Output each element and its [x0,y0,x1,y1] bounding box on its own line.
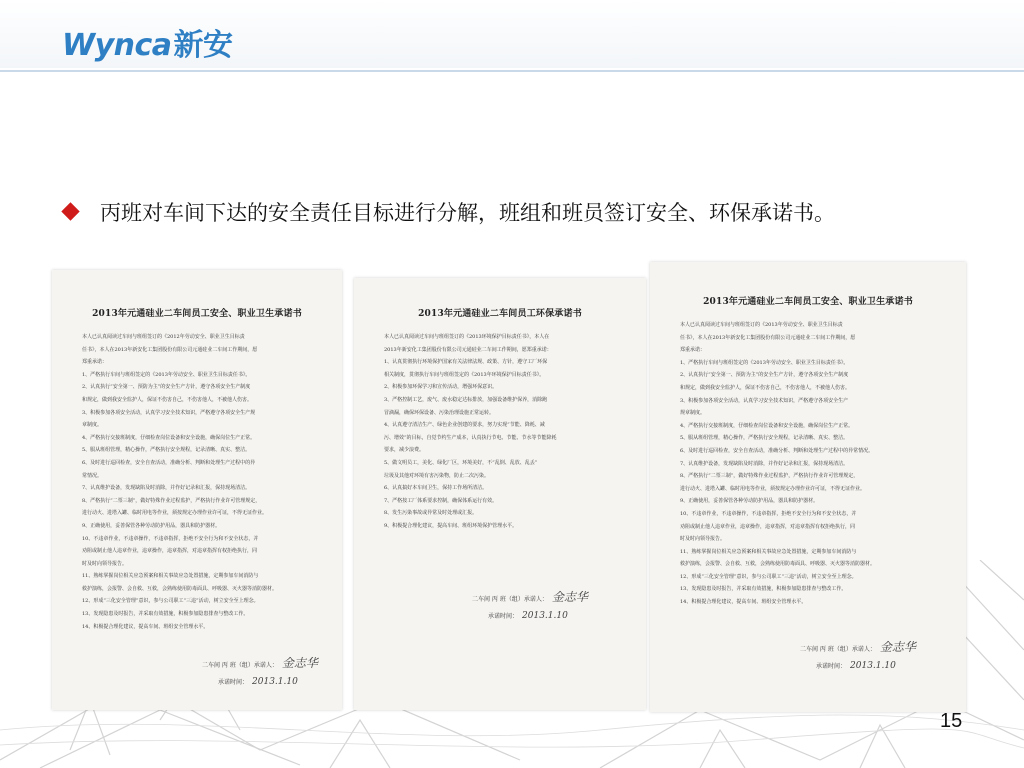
document-line: 1、严格执行车间与班组签定的《2013年劳动安全、职业卫生目标责任书》。 [82,371,251,378]
document-body [680,319,940,609]
document-line: 进行动火、进塔入罐、临时用电等作业，须按规定办理作业许可证，不得无证作业。 [680,485,866,492]
document-line: 2、积极参加环保学习和宣传活动，增强环保意识。 [384,384,498,391]
document-line: 污、增效”的目标，自觉节约生产成本，认真执行节电、节能、节水等节能降耗 [384,434,557,441]
document-line: 3、严格控制工艺，废气、废水稳定达标排放，加强设备维护保养，消除跑 [384,396,548,403]
page-number: 15 [940,710,963,732]
document-line: 劝阻或制止他人违章作业，违章操作，违章指挥，对违章指挥有权拒绝执行，同 [680,523,856,530]
document-title: 2013年元通硅业二车间员工安全、职业卫生承诺书 [703,297,913,307]
document-signature-block [800,638,916,671]
document-line: 2、认真执行“安全第一、预防为主”的安全生产方针，遵守各项安全生产制度 [680,372,849,379]
document-line: 5、服从班组管理，精心操作，严格执行安全规程，记录清晰、真实、整洁。 [82,447,251,454]
document-line: 时及时向领导报告。 [82,560,128,567]
document-title: 2013年元通硅业二车间员工安全、职业卫生承诺书 [92,309,302,319]
document-line: 8、严格执行“二票三制”，做好特殊作业过程监护，严格执行作业许可管理规定， [680,473,859,480]
handwritten-signature: 金志华 [281,656,318,670]
document-line: 7、严格按工厂体系要求控制，确保体系运行有效。 [384,497,498,504]
signer-label: 二车间 丙 班（组）承诺人： [202,662,278,669]
document-body [82,331,316,633]
document-line: 9、积极提合理化建议，提高车间、班组环境保护管理水平。 [384,522,518,529]
document-line: 和规定，做到我安全监护人，保证不伤害自己，不伤害他人，不被他人伤害。 [680,384,851,391]
document-line: 冒滴漏，确保环保设备、污染治理设施正常运转。 [384,409,495,416]
document-line: 1、认真贯彻执行环境保护国家有关法律法规、政策、方针，遵守工厂环保 [384,359,548,366]
signer-label: 二车间 丙 班（组）承诺人： [800,646,876,653]
document-line: 常情况。 [82,472,103,479]
document-line: 8、发生污染事故或异常及时处理或汇报。 [384,510,478,517]
handwritten-date: 2013.1.10 [850,661,896,671]
commitment-document-1 [52,270,342,710]
document-line: 7、认真维护设备，发现缺陷及时消除，并作好记录和汇报，保持现场清洁。 [680,460,849,467]
signer-label: 二车间 丙 班（组）承诺人： [472,596,548,603]
document-line: 4、严格执行交接班制度，仔细检查岗位设备和安全设施，确保岗位生产正常。 [82,434,256,441]
document-line: 1、严格执行车间与班组签定的《2013年劳动安全、职业卫生目标责任书》。 [680,359,849,366]
document-line: 2013年新安化工集团股份有限公司元通硅业二车间工作期间，愿郑重承诺： [384,346,552,353]
document-signature-block [202,654,318,687]
document-title: 2013年元通硅业二车间员工环保承诺书 [418,309,582,319]
document-line: 本人已认真阅读过车间与班组签订的《2012年劳动安全、职业卫生目标责 [82,334,245,340]
document-line: 垃圾及其他对环境有害污染物，防止二次污染。 [384,472,490,479]
document-line: 12、形成“三化安全管理”意识，参与公司职工“三违”活动，树立安全至上理念。 [82,598,259,605]
document-line: 时及时向领导报告。 [680,536,726,543]
document-body [384,331,620,533]
document-line: 14、积极提合理化建议，提高车间、班组安全管理水平。 [82,623,209,630]
document-line: 2、认真执行“安全第一、预防为主”的安全生产方针，遵守各项安全生产制度 [82,384,251,391]
date-label: 承诺时间： [816,663,847,670]
logo-latin-text: Wynca [62,28,172,63]
document-line: 13、发现隐患及时报告，并采取有效措施，积极参加隐患排查与整改工作。 [82,611,249,618]
commitment-document-3 [650,262,966,712]
document-line: 3、积极参加各项安全活动，认真学习安全技术知识，严格遵守各项安全生产规 [82,409,256,416]
document-line: 进行动火、进塔入罐、临时用电等作业，须按规定办理作业许可证，不得无证作业。 [82,510,268,517]
commitment-document-2 [354,278,646,710]
company-logo [62,20,233,64]
logo-cn-text: 新安 [173,28,233,63]
handwritten-signature: 金志华 [551,590,588,604]
date-label: 承诺时间： [488,613,519,620]
document-line: 13、发现隐患及时报告，并采取有效措施，积极参加隐患排查与整改工作。 [680,586,847,593]
document-line: 3、积极参加各项安全活动，认真学习安全技术知识，严格遵守各项安全生产 [680,397,849,404]
document-line: 劝阻或制止他人违章作业，违章操作，违章指挥，对违章指挥有权拒绝执行，同 [82,548,258,555]
bullet-text: 丙班对车间下达的安全责任目标进行分解，班组和班员签订安全、环保承诺书。 [100,201,835,225]
document-line: 14、积极提合理化建议，提高车间、班组安全管理水平。 [680,599,807,606]
document-line: 6、及时进行巡回检查，安全自查活动，准确分析、判断和处理生产过程中的异 [82,459,256,466]
document-line: 规章制度。 [680,410,706,417]
date-label: 承诺时间： [218,679,249,686]
document-line: 11、熟练掌握岗位相关应急预案和相关事故应急处置措施，定期参加车间消防与 [82,573,259,580]
handwritten-date: 2013.1.10 [522,611,568,621]
document-line: 本人已认真阅读过车间与班组签订的《2013环境保护目标责任书》，本人在 [384,334,550,340]
document-line: 9、正确使用，妥善保管各种劳动防护用品，器具和防护器材。 [82,522,221,529]
bullet-diamond-icon [61,202,79,220]
document-line: 和规定，做到我安全监护人，保证不伤害自己，不伤害他人，不被他人伤害。 [82,396,253,403]
document-line: 本人已认真阅读过车间与班组签订的《2013年劳动安全、职业卫生目标责 [680,322,843,328]
document-line: 9、正确使用，妥善保管各种劳动防护用品，器具和防护器材。 [680,498,819,505]
slide-header [0,0,1024,68]
document-line: 郑重承诺： [680,347,706,354]
document-line: 任书》，本人在2013年新安化工集团股份有限公司元通硅业二车间工作期间，愿 [82,346,258,353]
document-line: 4、认真遵守清洁生产、绿色企业创建的要求，努力实现“节能、降耗、减 [384,422,545,429]
document-line: 5、做文明员工，美化、绿化厂区，环境美好，不“乱倒、乱放、乱丢” [384,459,538,466]
document-line: 要求，减少浪费。 [384,447,425,454]
document-line: 郑重承诺： [82,359,108,366]
document-line: 11、熟练掌握岗位相关应急预案和相关事故应急处置措施，定期参加车间消防与 [680,548,857,555]
document-line: 救护演练，会报警、会自救、互救，会熟练使用防毒面具、呼吸器、灭火器等消防器材。 [680,561,876,568]
document-line: 7、认真维护设备，发现缺陷及时消除，并作好记录和汇报，保持现场清洁。 [82,485,251,492]
document-line: 任书》，本人在2013年新安化工集团股份有限公司元通硅业二车间工作期间，愿 [680,334,856,341]
document-line: 4、严格执行交接班制度，仔细检查岗位设备和安全设施，确保岗位生产正常。 [680,422,854,429]
document-line: 10、不违章作业，不违章操作，不违章指挥，拒绝不安全行为和不安全状态，并 [82,535,259,542]
document-line: 8、严格执行“二票三制”，做好特殊作业过程监护，严格执行作业许可管理规定， [82,497,261,504]
document-signature-block [472,588,588,621]
header-divider [0,70,1024,72]
document-line: 12、形成“三化安全管理”意识，参与公司职工“三违”活动，树立安全至上理念。 [680,573,857,580]
document-line: 6、认真搞好本车间卫生，保持工作场所清洁。 [384,485,488,492]
document-line: 相关制度，贯彻执行车间与班组签定的《2013年环境保护目标责任书》。 [384,371,545,378]
handwritten-signature: 金志华 [879,640,916,654]
document-line: 6、及时进行巡回检查，安全自查活动，准确分析、判断和处理生产过程中的异常情况。 [680,447,874,454]
document-line: 10、不违章作业，不违章操作，不违章指挥，拒绝不安全行为和不安全状态，并 [680,510,857,517]
document-line: 救护演练，会报警、会自救、互救，会熟练使用防毒面具、呼吸器、灭火器等消防器材。 [82,585,278,592]
document-line: 章制度。 [82,422,103,429]
document-line: 5、服从班组管理，精心操作，严格执行安全规程，记录清晰、真实、整洁。 [680,435,849,442]
handwritten-date: 2013.1.10 [252,677,298,687]
